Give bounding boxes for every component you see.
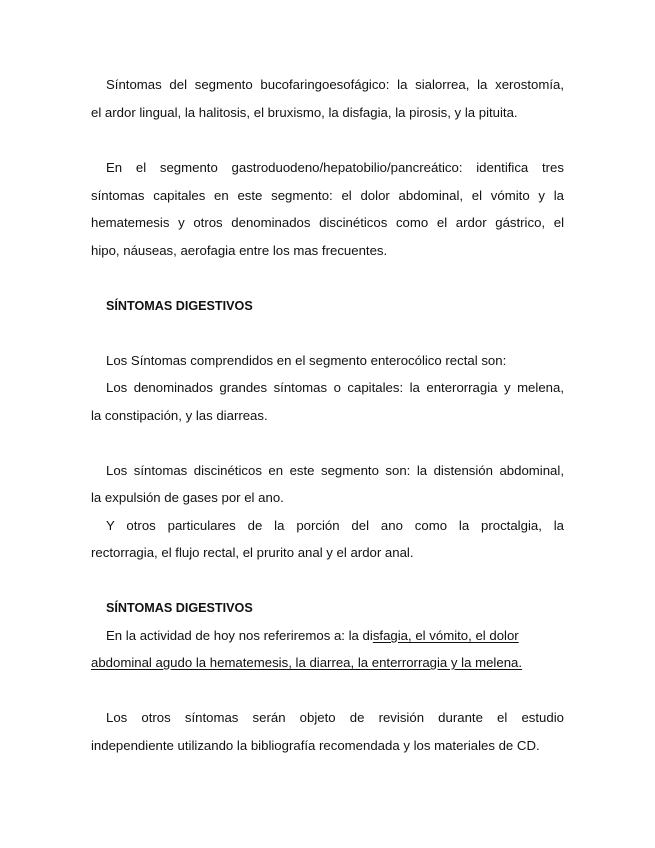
p4-line4: rectorragia, el flujo rectal, el prurito anal y el ardor anal. xyxy=(91,545,414,560)
p3-line1: Los Síntomas comprendidos en el segmento enterocólico rectal son: xyxy=(106,353,507,368)
p6-line2: independiente utilizando la bibliografía recomendada y los materiales de CD. xyxy=(91,738,540,753)
p2-line1: En el segmento gastroduodeno/hepatobilio/pancreático: identifica tres xyxy=(106,160,564,175)
section-heading-1: SÍNTOMAS DIGESTIVOS xyxy=(106,299,253,313)
p4-line2: la expulsión de gases por el ano. xyxy=(91,490,284,505)
p4-line1: Los síntomas discinéticos en este segmento son: la distensión abdominal, xyxy=(106,463,564,478)
p4-line3: Y otros particulares de la porción del ano como la proctalgia, la xyxy=(106,518,564,533)
section-heading-2: SÍNTOMAS DIGESTIVOS xyxy=(106,601,253,615)
p3-line3: la constipación, y las diarreas. xyxy=(91,408,268,423)
p5-line1-underlined: sfagia, el vómito, el dolor xyxy=(372,628,519,643)
p5-line2: abdominal agudo la hematemesis, la diarrea, la enterrorragia y la melena. xyxy=(91,655,523,670)
p5-line1-plain: En la actividad de hoy nos referiremos a: la di xyxy=(106,628,373,643)
p3-line2: Los denominados grandes síntomas o capitales: la enterorragia y melena, xyxy=(106,380,564,395)
p2-line2: síntomas capitales en este segmento: el dolor abdominal, el vómito y la xyxy=(91,188,564,203)
p2-line3: hematemesis y otros denominados discinéticos como el ardor gástrico, el xyxy=(91,215,564,230)
p5-line1 xyxy=(106,627,564,645)
p6-line1: Los otros síntomas serán objeto de revisión durante el estudio xyxy=(106,710,564,725)
p1-line1: Síntomas del segmento bucofaringoesofágico: la sialorrea, la xerostomía, xyxy=(106,77,564,92)
p1-line2: el ardor lingual, la halitosis, el bruxismo, la disfagia, la pirosis, y la pituita. xyxy=(91,105,518,120)
p2-line4: hipo, náuseas, aerofagia entre los mas frecuentes. xyxy=(91,243,388,258)
